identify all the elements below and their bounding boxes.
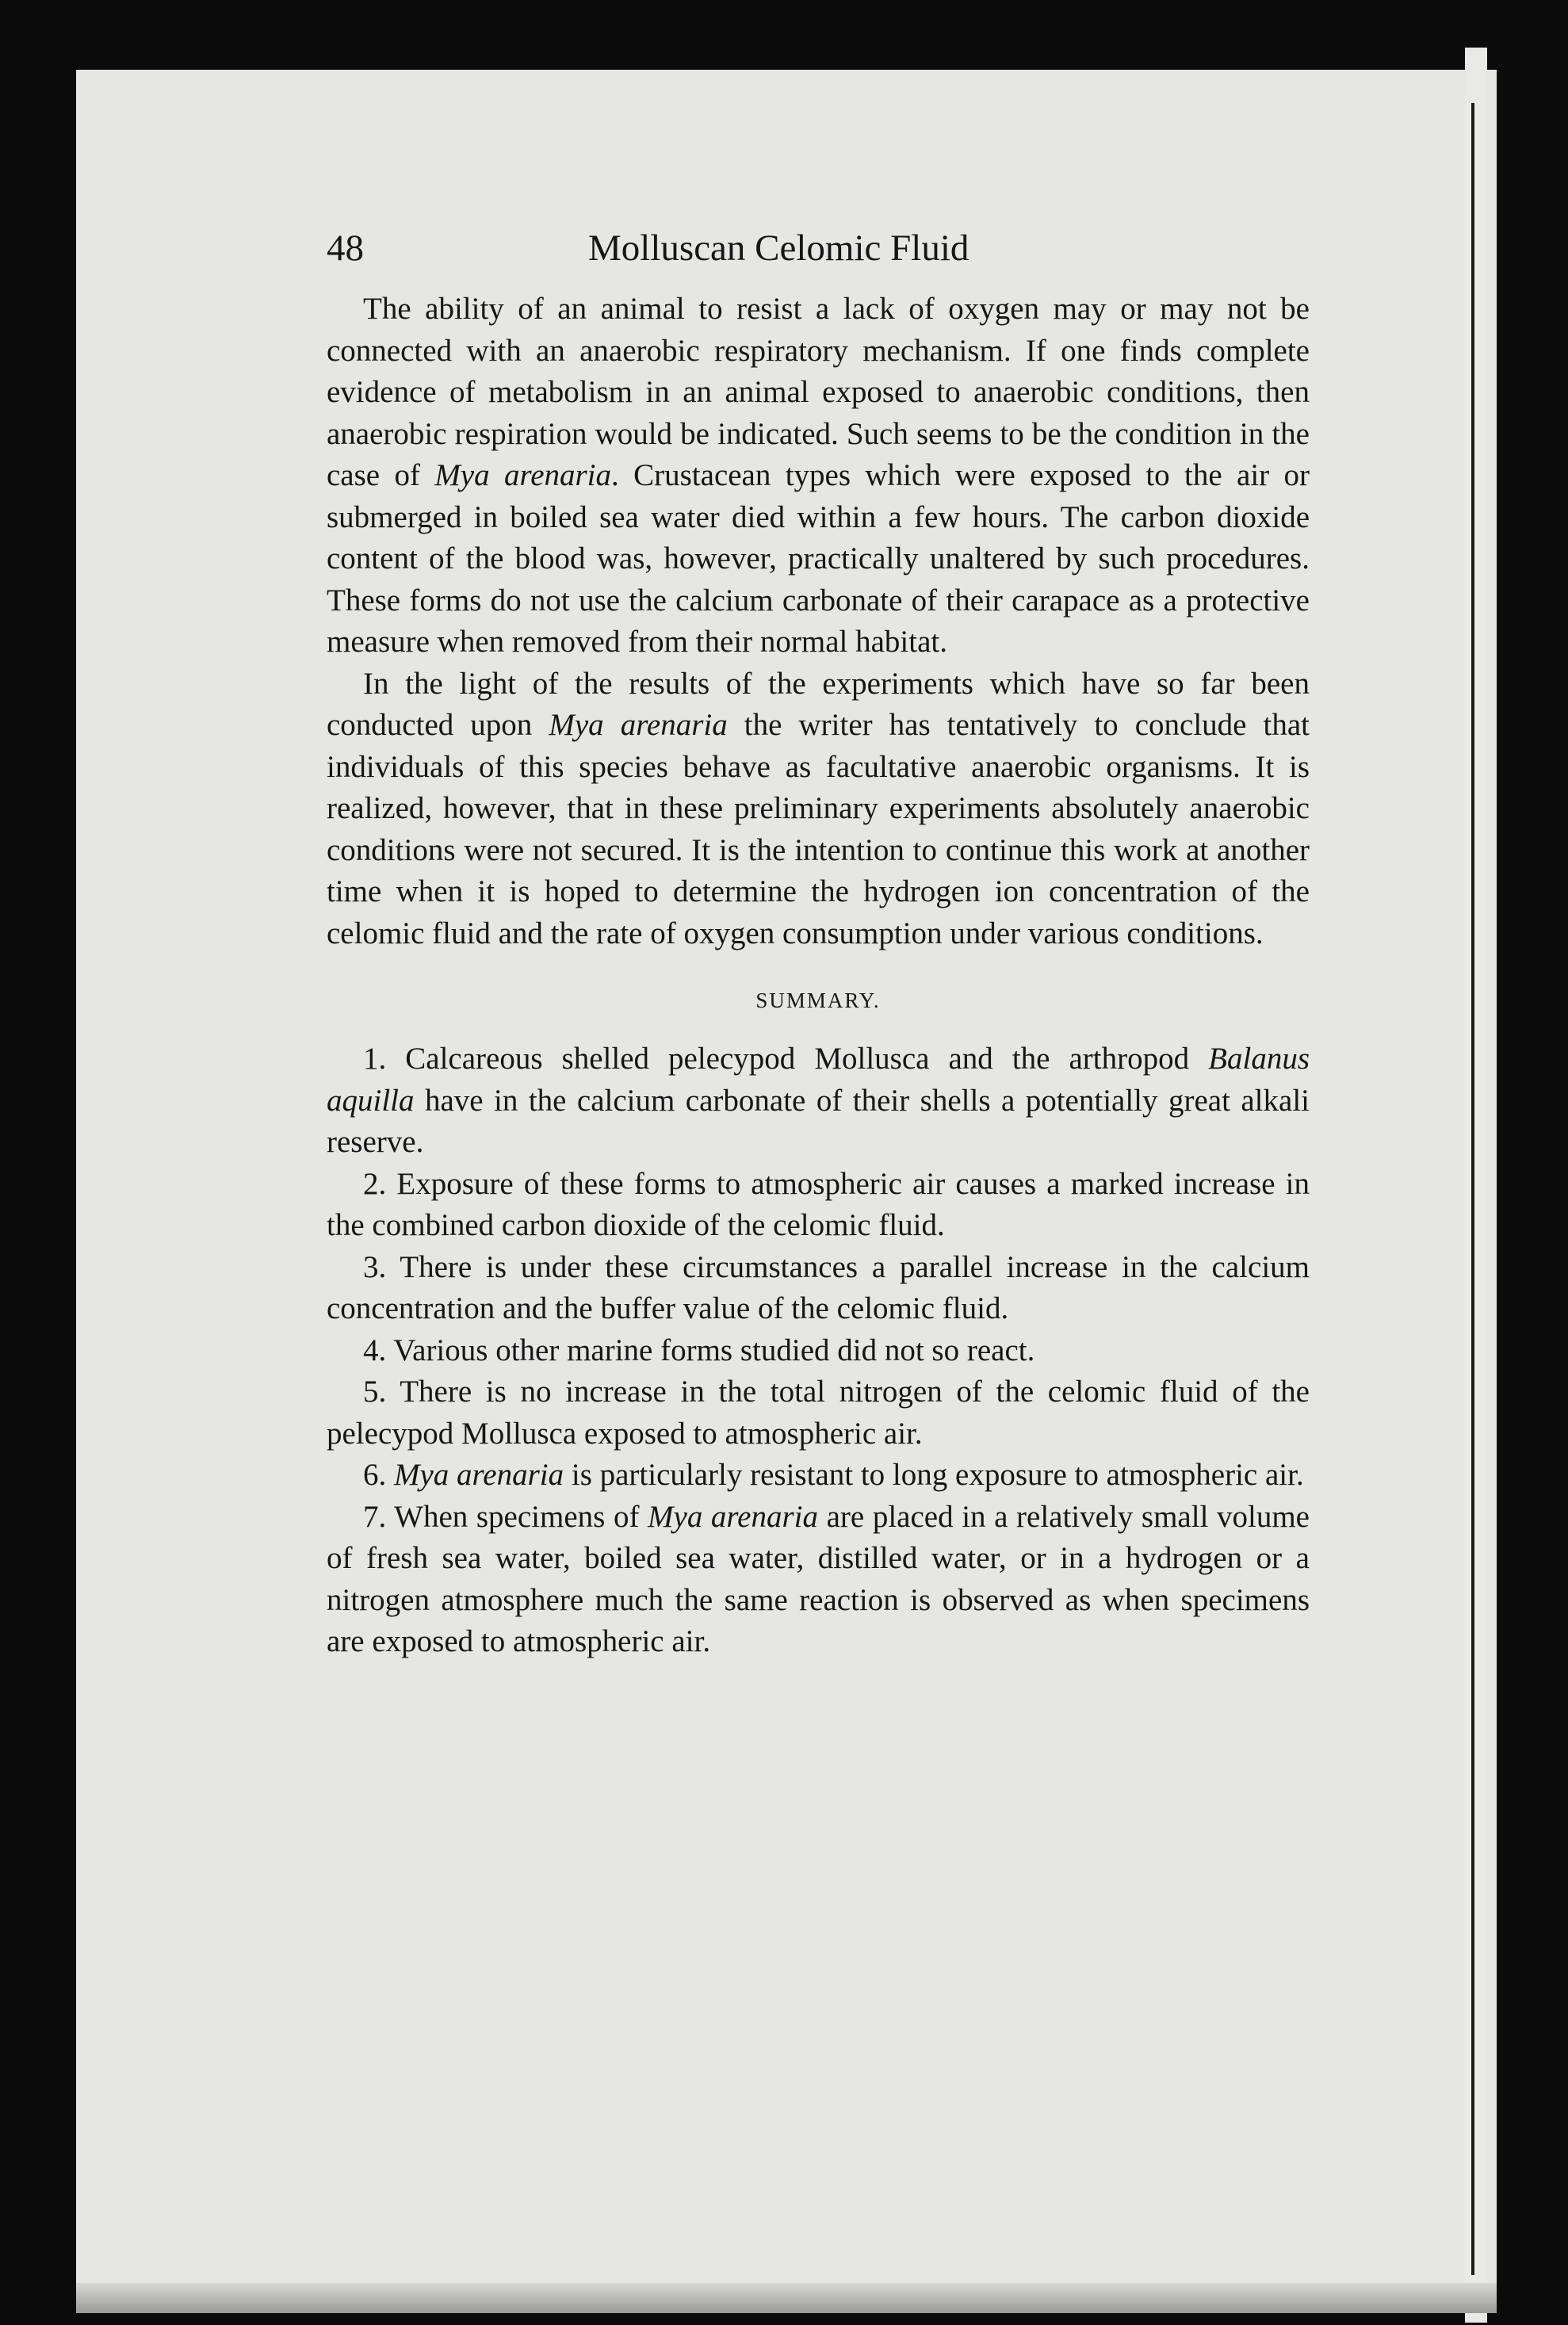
summary-item: 2. Exposure of these forms to atmospheric air causes a marked increase in the combined carbon dioxide of the celomic fluid. (327, 1166, 1310, 1242)
body-paragraph: In the light of the results of the experiments which have so far been conducted upon Mya arenaria the writer has tentatively to conclude that individuals of this species behave as facultative anaerobic organisms. It is realized, however, that in these preliminary experiments absolutely anaerobic conditions were not secured. It is the intention to continue this work at another time when it is hoped to determine the hydrogen ion concentration of the celomic fluid and the rate of oxygen consumption under various conditions. (327, 666, 1310, 950)
page-number: 48 (327, 228, 364, 269)
species-name: Balanus aquilla (327, 1042, 1310, 1118)
summary-item: 6. Mya arenaria is particularly resistant to long exposure to atmospheric air. (363, 1458, 1304, 1492)
summary-item: 3. There is under these circumstances a parallel increase in the calcium concentration and the buffer value of the celomic fluid. (327, 1249, 1310, 1325)
species-name: Mya arenaria (648, 1499, 818, 1534)
page-bottom-shadow (76, 2283, 1497, 2313)
body-paragraph: The ability of an animal to resist a lack of oxygen may or may not be connected with an anaerobic respiratory mechanism. If one finds complete evidence of metabolism in an animal exposed to anaerobic conditions, then anaerobic respiration would be indicated. Such seems to be the condition in the case of Mya arenaria. Crustacean types which were exposed to the air or submerged in boiled sea water died within a few hours. The carbon dioxide content of the blood was, however, practically unaltered by such procedures. These forms do not use the calcium carbonate of their carapace as a protective measure when removed from their normal habitat. (327, 292, 1310, 659)
summary-heading: SUMMARY. (755, 989, 881, 1012)
summary-item: 4. Various other marine forms studied did not so react. (363, 1333, 1035, 1367)
page-edge (1465, 48, 1487, 2323)
species-name: Mya arenaria (434, 458, 612, 492)
species-name: Mya arenaria (549, 708, 728, 742)
running-title: Molluscan Celomic Fluid (588, 228, 969, 269)
page-content (327, 212, 1310, 1663)
summary-item: 1. Calcareous shelled pelecypod Mollusca and the arthropod Balanus aquilla have in the calcium carbonate of their shells a potentially great alkali reserve. (327, 1042, 1310, 1159)
page-edge-line (1471, 103, 1474, 2275)
summary-item: 5. There is no increase in the total nitrogen of the celomic fluid of the pelecypod Mollusca exposed to atmospheric air. (327, 1375, 1310, 1451)
page-header (327, 212, 1310, 284)
species-name: Mya arenaria (394, 1458, 564, 1492)
summary-item: 7. When specimens of Mya arenaria are placed in a relatively small volume of fresh sea water, boiled sea water, distilled water, or in a hydrogen or a nitrogen atmosphere much the same reaction is observed as when specimens are exposed to atmospheric air. (327, 1499, 1310, 1658)
